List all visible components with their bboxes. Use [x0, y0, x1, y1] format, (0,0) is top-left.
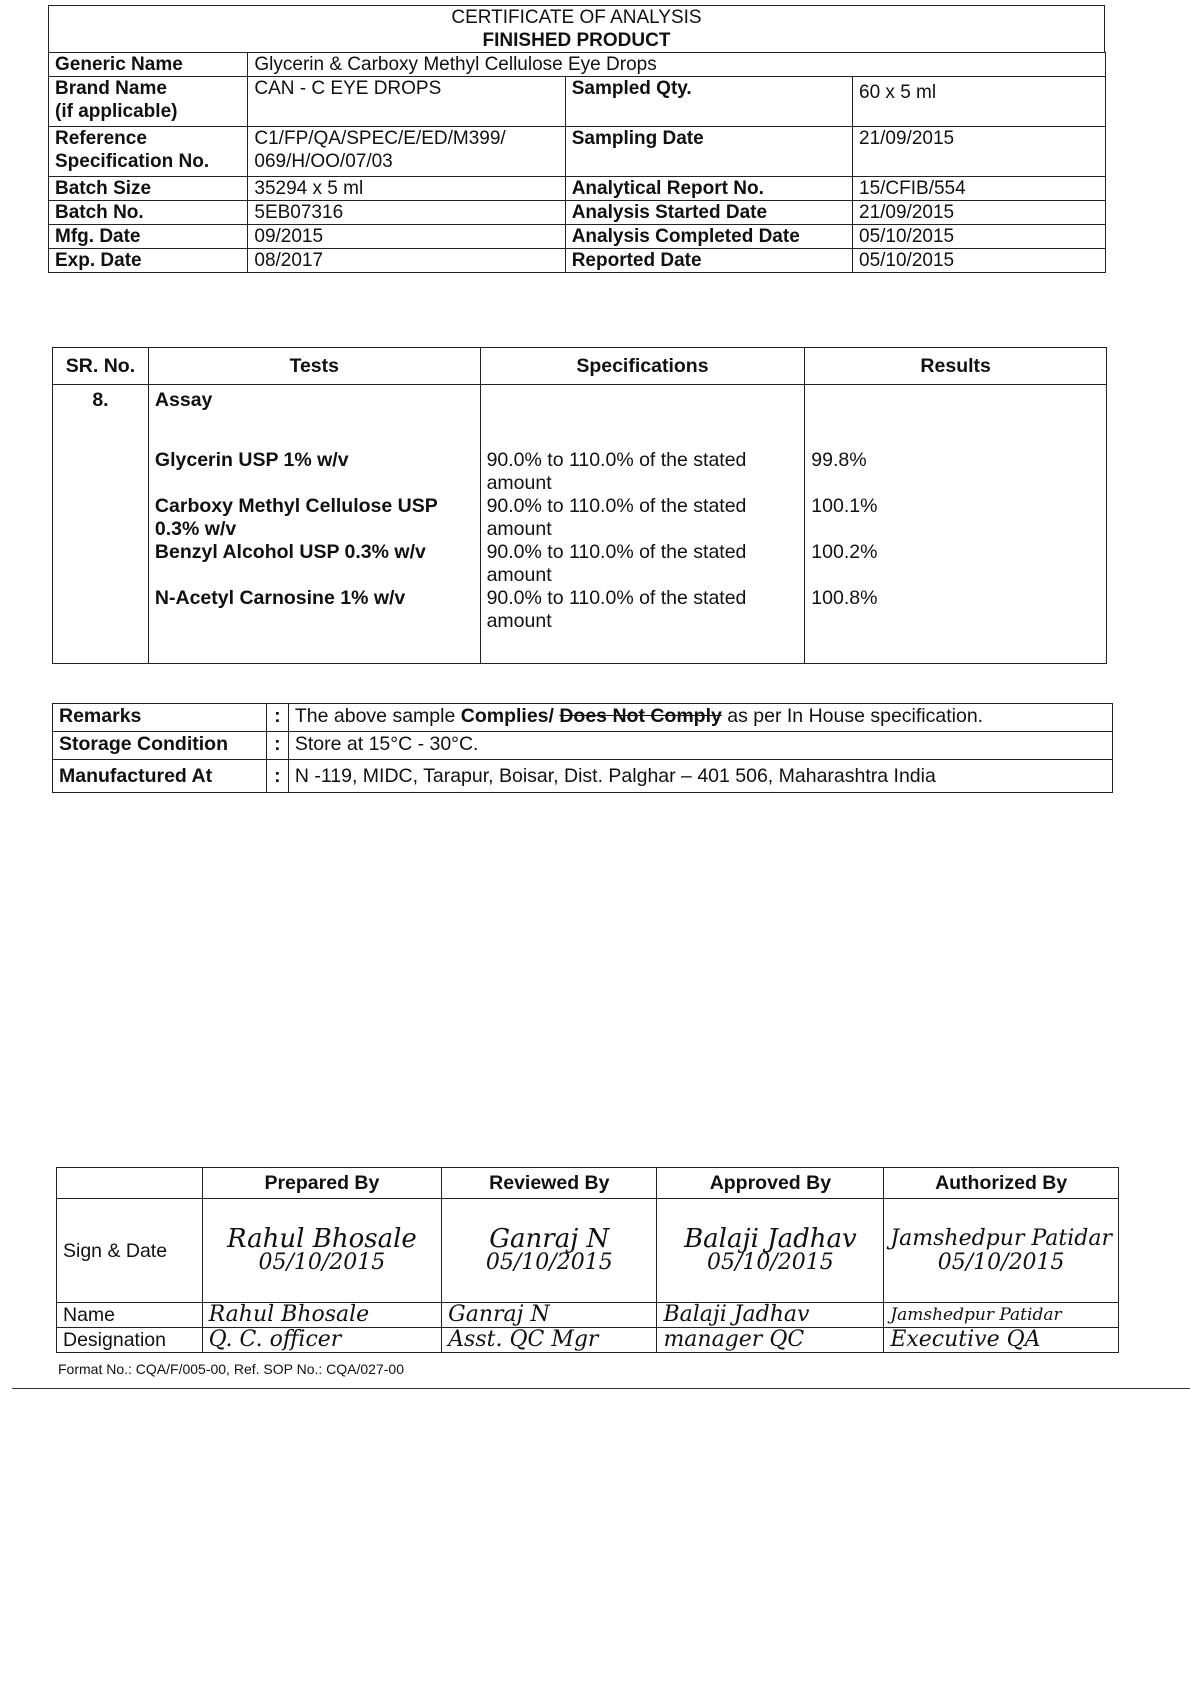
- reviewed-sign-mark: Ganraj N: [489, 1223, 610, 1254]
- analysis-started-value: 21/09/2015: [853, 201, 1106, 225]
- batch-no-value: 5EB07316: [248, 201, 565, 225]
- remarks-row: [53, 704, 1113, 732]
- test-spec: 90.0% to 110.0% of the stated amount: [480, 495, 805, 541]
- test-name: Carboxy Methyl Cellulose USP 0.3% w/v: [148, 495, 480, 541]
- assay-result-empty: [805, 385, 1107, 430]
- assay-group-label: Assay: [148, 385, 480, 430]
- sampled-qty-label: Sampled Qty.: [565, 77, 852, 127]
- brand-name-label: [49, 77, 248, 127]
- sign-date-row: [57, 1199, 1119, 1303]
- test-spec: 90.0% to 110.0% of the stated amount: [480, 587, 805, 633]
- remarks-text-pre: The above sample: [294, 705, 461, 727]
- tests-header: Tests: [148, 348, 480, 385]
- format-number: Format No.: CQA/F/005-00, Ref. SOP No.: CQA/027-00: [58, 1361, 404, 1377]
- test-result: 99.8%: [805, 429, 1107, 495]
- document-subtitle: FINISHED PRODUCT: [482, 30, 671, 51]
- designation-row: [57, 1328, 1119, 1353]
- sr-no-empty: [53, 587, 149, 633]
- assay-group-row: [53, 385, 1107, 430]
- sampling-date-value: 21/09/2015: [853, 127, 1106, 177]
- exp-date-value: 08/2017: [248, 249, 565, 273]
- test-row: [53, 587, 1107, 633]
- test-result: 100.2%: [805, 541, 1107, 587]
- footer-rule: [12, 1388, 1190, 1389]
- mfg-date-value: 09/2015: [248, 225, 565, 249]
- name-label: Name: [57, 1303, 203, 1328]
- sampling-date-label: Sampling Date: [565, 127, 852, 177]
- test-name: Glycerin USP 1% w/v: [148, 429, 480, 495]
- approved-name: Balaji Jadhav: [657, 1303, 884, 1328]
- analysis-completed-label: Analysis Completed Date: [565, 225, 852, 249]
- brand-name-label-line2: (if applicable): [55, 101, 178, 122]
- batch-size-row: [49, 177, 1106, 201]
- results-header: Results: [805, 348, 1107, 385]
- prepared-signature: [202, 1199, 442, 1303]
- reviewed-by-header: Reviewed By: [442, 1168, 657, 1199]
- test-name: N-Acetyl Carnosine 1% w/v: [148, 587, 480, 633]
- sampled-qty-value: 60 x 5 ml: [853, 77, 1106, 127]
- generic-name-label: Generic Name: [49, 53, 248, 77]
- authorized-name: Jamshedpur Patidar: [884, 1303, 1119, 1328]
- reviewed-signature: [442, 1199, 657, 1303]
- reference-value: [248, 127, 565, 177]
- prepared-sign-mark: Rahul Bhosale: [226, 1223, 417, 1254]
- manufactured-value: N -119, MIDC, Tarapur, Boisar, Dist. Palghar – 401 506, Maharashtra India: [288, 760, 1112, 793]
- storage-label: Storage Condition: [53, 732, 267, 760]
- generic-name-row: [49, 53, 1106, 77]
- analysis-started-label: Analysis Started Date: [565, 201, 852, 225]
- test-name: Benzyl Alcohol USP 0.3% w/v: [148, 541, 480, 587]
- brand-name-row: [49, 77, 1106, 127]
- reference-label-line1: Reference: [55, 128, 147, 149]
- remarks-struck-text: Does Not Comply: [559, 705, 722, 727]
- name-row: [57, 1303, 1119, 1328]
- sr-no-empty: [53, 541, 149, 587]
- batch-no-label: Batch No.: [49, 201, 248, 225]
- approved-designation: manager QC: [657, 1328, 884, 1353]
- report-no-label: Analytical Report No.: [565, 177, 852, 201]
- brand-name-label-line1: Brand Name: [55, 78, 167, 99]
- signature-table: [56, 1167, 1119, 1353]
- reference-value-line2: 069/H/OO/07/03: [254, 151, 393, 172]
- designation-label: Designation: [57, 1328, 203, 1353]
- reference-row: [49, 127, 1106, 177]
- assay-spec-empty: [480, 385, 805, 430]
- storage-colon: :: [266, 732, 288, 760]
- authorized-sign-mark: Jamshedpur Patidar: [890, 1225, 1112, 1251]
- document-title-block: [48, 5, 1105, 53]
- test-row: [53, 429, 1107, 495]
- storage-row: [53, 732, 1113, 760]
- signature-header-row: [57, 1168, 1119, 1199]
- sign-date-label: Sign & Date: [57, 1199, 203, 1303]
- manufactured-label: Manufactured At: [53, 760, 267, 793]
- reviewed-name: Ganraj N: [442, 1303, 657, 1328]
- remarks-colon: :: [266, 704, 288, 732]
- sr-no-empty: [53, 429, 149, 495]
- prepared-designation: Q. C. officer: [202, 1328, 442, 1353]
- prepared-name: Rahul Bhosale: [202, 1303, 442, 1328]
- mfg-date-label: Mfg. Date: [49, 225, 248, 249]
- brand-name-value: CAN - C EYE DROPS: [248, 77, 565, 127]
- approved-sign-mark: Balaji Jadhav: [684, 1223, 857, 1254]
- prepared-sign-date: 05/10/2015: [258, 1249, 386, 1275]
- manufactured-row: [53, 760, 1113, 793]
- sr-no-value: 8.: [53, 385, 149, 430]
- analysis-completed-value: 05/10/2015: [853, 225, 1106, 249]
- authorized-signature: [884, 1199, 1119, 1303]
- remarks-label: Remarks: [53, 704, 267, 732]
- authorized-by-header: Authorized By: [884, 1168, 1119, 1199]
- reviewed-designation: Asst. QC Mgr: [442, 1328, 657, 1353]
- test-row: [53, 495, 1107, 541]
- report-no-value: 15/CFIB/554: [853, 177, 1106, 201]
- remarks-text-post: as per In House specification.: [721, 705, 984, 727]
- authorized-sign-date: 05/10/2015: [937, 1249, 1065, 1275]
- test-spec: 90.0% to 110.0% of the stated amount: [480, 541, 805, 587]
- generic-name-value: Glycerin & Carboxy Methyl Cellulose Eye Drops: [248, 53, 1106, 77]
- reported-date-label: Reported Date: [565, 249, 852, 273]
- batch-size-label: Batch Size: [49, 177, 248, 201]
- remarks-value: [288, 704, 1112, 732]
- approved-sign-date: 05/10/2015: [706, 1249, 834, 1275]
- sr-no-empty: [53, 495, 149, 541]
- test-result: 100.1%: [805, 495, 1107, 541]
- test-row: [53, 541, 1107, 587]
- batch-no-row: [49, 201, 1106, 225]
- reported-date-value: 05/10/2015: [853, 249, 1106, 273]
- approved-signature: [657, 1199, 884, 1303]
- tests-table: [52, 347, 1107, 664]
- specifications-header: Specifications: [480, 348, 805, 385]
- tests-header-row: [53, 348, 1107, 385]
- tests-table-bottom: [53, 633, 1107, 664]
- test-spec: 90.0% to 110.0% of the stated amount: [480, 429, 805, 495]
- reference-label-line2: Specification No.: [55, 151, 210, 172]
- sr-no-header: SR. No.: [53, 348, 149, 385]
- reviewed-sign-date: 05/10/2015: [485, 1249, 613, 1275]
- reference-label: [49, 127, 248, 177]
- product-info-table: [48, 52, 1106, 273]
- exp-date-label: Exp. Date: [49, 249, 248, 273]
- mfg-date-row: [49, 225, 1106, 249]
- manufactured-colon: :: [266, 760, 288, 793]
- reference-value-line1: C1/FP/QA/SPEC/E/ED/M399/: [254, 128, 506, 149]
- authorized-designation: Executive QA: [884, 1328, 1119, 1353]
- remarks-table: [52, 703, 1113, 793]
- prepared-by-header: Prepared By: [202, 1168, 442, 1199]
- storage-value: Store at 15°C - 30°C.: [288, 732, 1112, 760]
- exp-date-row: [49, 249, 1106, 273]
- remarks-complies: Complies/: [460, 705, 560, 727]
- test-result: 100.8%: [805, 587, 1107, 633]
- batch-size-value: 35294 x 5 ml: [248, 177, 565, 201]
- document-title: CERTIFICATE OF ANALYSIS: [451, 7, 702, 28]
- approved-by-header: Approved By: [657, 1168, 884, 1199]
